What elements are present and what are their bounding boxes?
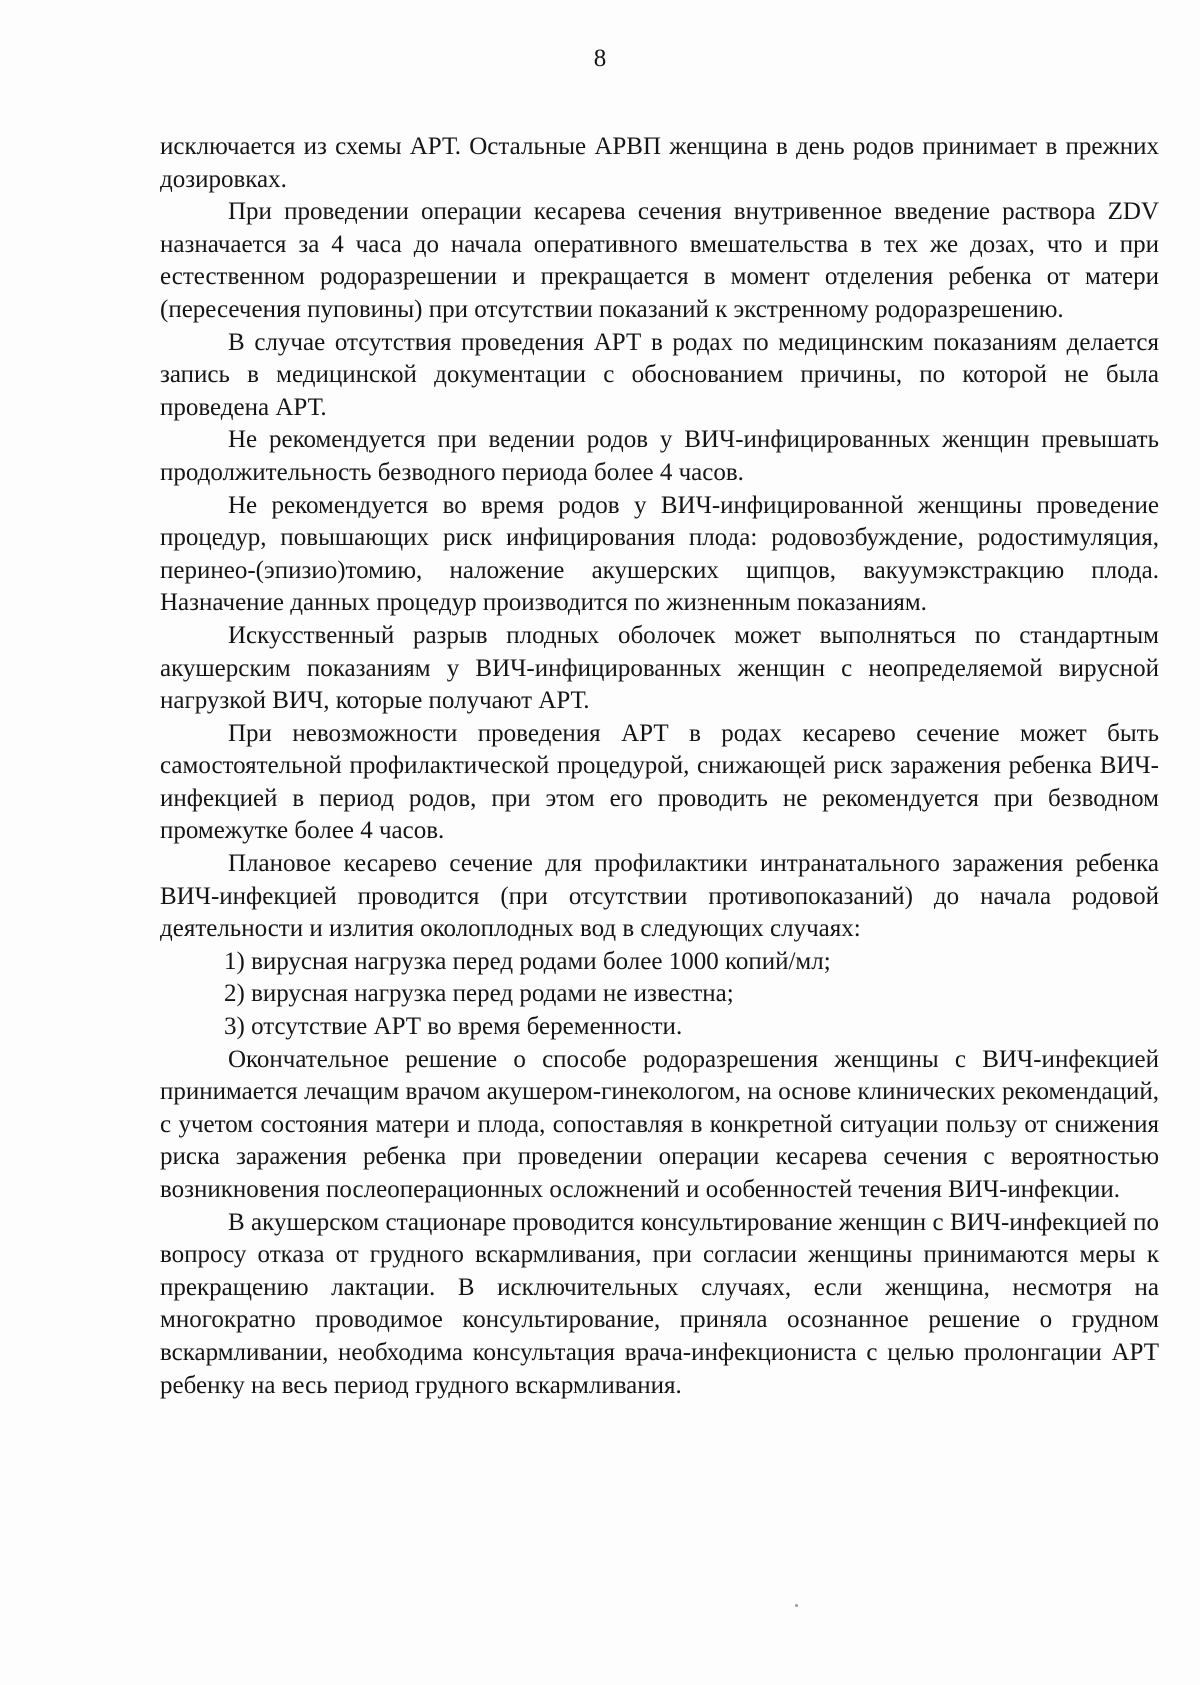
paragraph-no-art-record: В случае отсутствия проведения АРТ в родах по медицинским показаниям делается запись в медицинской документации с обоснованием причины, по которой не была проведена АРТ. — [160, 328, 1159, 421]
list-item: 2) вирусная нагрузка перед родами не известна; — [224, 980, 734, 1008]
paragraph-art-exclusion: исключается из схемы АРТ. Остальные АРВП женщина в день родов принимает в прежних дозировках. — [160, 133, 1159, 193]
page-number: 8 — [593, 45, 607, 72]
list-item: 1) вирусная нагрузка перед родами более 1000 копий/мл; — [224, 947, 831, 975]
paragraph-amniotomy: Искусственный разрыв плодных оболочек может выполняться по стандартным акушерским показаниям у ВИЧ-инфицированных женщин с неопределяемой вирусной нагрузкой ВИЧ, которые получают АРТ. — [160, 621, 1159, 715]
paragraph-final-decision: Окончательное решение о способе родоразрешения женщины с ВИЧ-инфекцией принимается лечащим врачом акушером-гинекологом, на основе клинических рекомендаций, с учетом состояния матери и плода, сопоставляя в конкретной ситуации пользу от снижения риска заражения ребенка при проведении операции кесарева сечения с вероятностью возникновения послеоперационных осложнений и особенностей течения ВИЧ-инфекции. — [160, 1045, 1159, 1203]
list-item: 3) отсутствие АРТ во время беременности. — [224, 1013, 683, 1041]
paragraph-cesarean-prophylaxis: При невозможности проведения АРТ в родах кесарево сечение может быть самостоятельной профилактической процедурой, снижающей риск заражения ребенка ВИЧ-инфекцией в период родов, при этом его проводить не рекомендуется при безводном промежутке более 4 часов. — [160, 719, 1159, 845]
document-body — [160, 131, 1159, 1402]
scan-speck — [795, 1604, 798, 1607]
paragraph-cesarean-zdv: При проведении операции кесарева сечения внутривенное введение раствора ZDV назначается за 4 часа до начала оперативного вмешательства в тех же дозах, что и при естественном родоразрешении и прекращается в момент отделения ребенка от матери (пересечения пуповины) при отсутствии показаний к экстренному родоразрешению. — [160, 198, 1159, 323]
paragraph-planned-cesarean: Плановое кесарево сечение для профилактики интранатального заражения ребенка ВИЧ-инфекцией проводится (при отсутствии противопоказаний) до начала родовой деятельности и излития околоплодных вод в следующих случаях: — [160, 850, 1159, 943]
paragraph-risk-procedures: Не рекомендуется во время родов у ВИЧ-инфицированной женщины проведение процедур, повышающих риск инфицирования плода: родовозбуждение, родостимуляция, перинео-(эпизио)томию, наложение акушерских щипцов, вакуумэкстракцию плода. Назначение данных процедур производится по жизненным показаниям. — [160, 491, 1159, 617]
paragraph-anhydrous-period: Не рекомендуется при ведении родов у ВИЧ-инфицированных женщин превышать продолжительность безводного периода более 4 часов. — [160, 426, 1159, 486]
paragraph-breastfeeding: В акушерском стационаре проводится консультирование женщин с ВИЧ-инфекцией по вопросу отказа от грудного вскармливания, при согласии женщины принимаются меры к прекращению лактации. В исключительных случаях, если женщина, несмотря на многократно проводимое консультирование, приняла осознанное решение о грудном вскармливании, необходима консультация врача-инфекциониста с целью пролонгации АРТ ребенку на весь период грудного вскармливания. — [160, 1208, 1159, 1399]
